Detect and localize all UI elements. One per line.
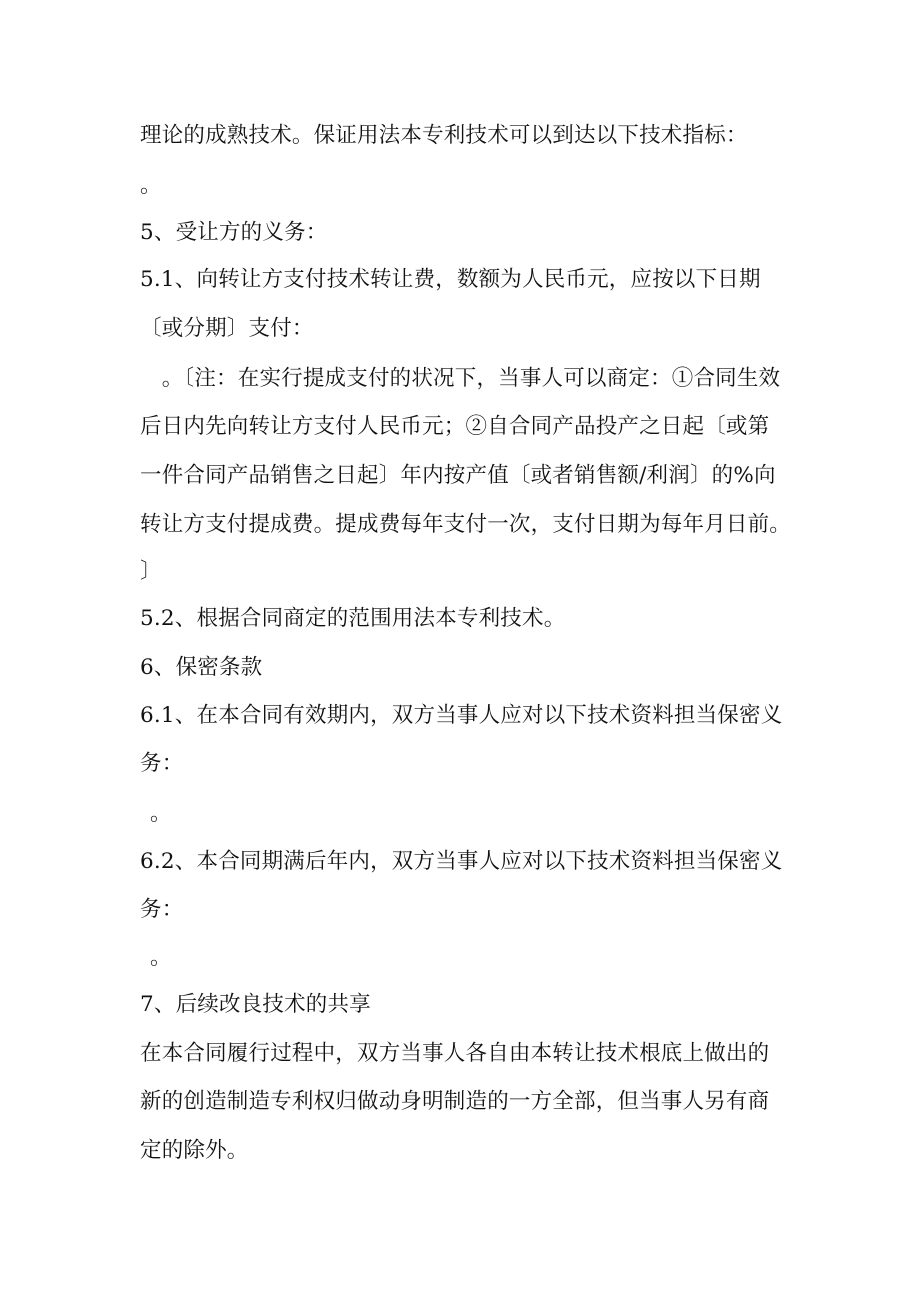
note-text-line: 后日内先向转让方支付人民币元；②自合同产品投产之日起〔或第 [140,414,770,439]
clause-5-2: 5.2、根据合同商定的范围用法本专利技术。 [140,606,566,631]
body-text-line: 。 [150,945,172,970]
note-text-line: 一件合同产品销售之日起〕年内按产值〔或者销售额/利润〕的%向 [140,463,776,488]
body-text-line: 务： [140,751,184,776]
clause-6-1: 6.1、在本合同有效期内，双方当事人应对以下技术资料担当保密义 [140,703,783,728]
body-text-line: 新的创造制造专利权归做动身明制造的一方全部，但当事人另有商 [140,1089,770,1114]
note-text-line: 〕 [140,559,162,584]
section-heading-6: 6、保密条款 [140,655,263,680]
body-text-line: 定的除外。 [140,1138,249,1163]
clause-6-2: 6.2、本合同期满后年内，双方当事人应对以下技术资料担当保密义 [140,849,783,874]
note-text-line: 转让方支付提成费。提成费每年支付一次，支付日期为每年月日前。 [140,512,792,537]
body-text-line: 理论的成熟技术。保证用法本专利技术可以到达以下技术指标： [140,123,748,148]
note-text-line: 。〔注：在实行提成支付的状况下，当事人可以商定：①合同生效 [140,366,781,391]
section-heading-7: 7、后续改良技术的共享 [140,992,371,1017]
body-text-line: 。 [150,801,172,826]
body-text-line: 务： [140,897,184,922]
body-text-line: 。 [140,173,162,198]
section-heading-5: 5、受让方的义务： [140,220,328,245]
body-text-line: 在本合同履行过程中，双方当事人各自由本转让技术根底上做出的 [140,1041,770,1066]
clause-5-1: 5.1、向转让方支付技术转让费，数额为人民币元，应按以下日期 [140,267,761,292]
body-text-line: 〔或分期〕支付： [140,316,314,341]
